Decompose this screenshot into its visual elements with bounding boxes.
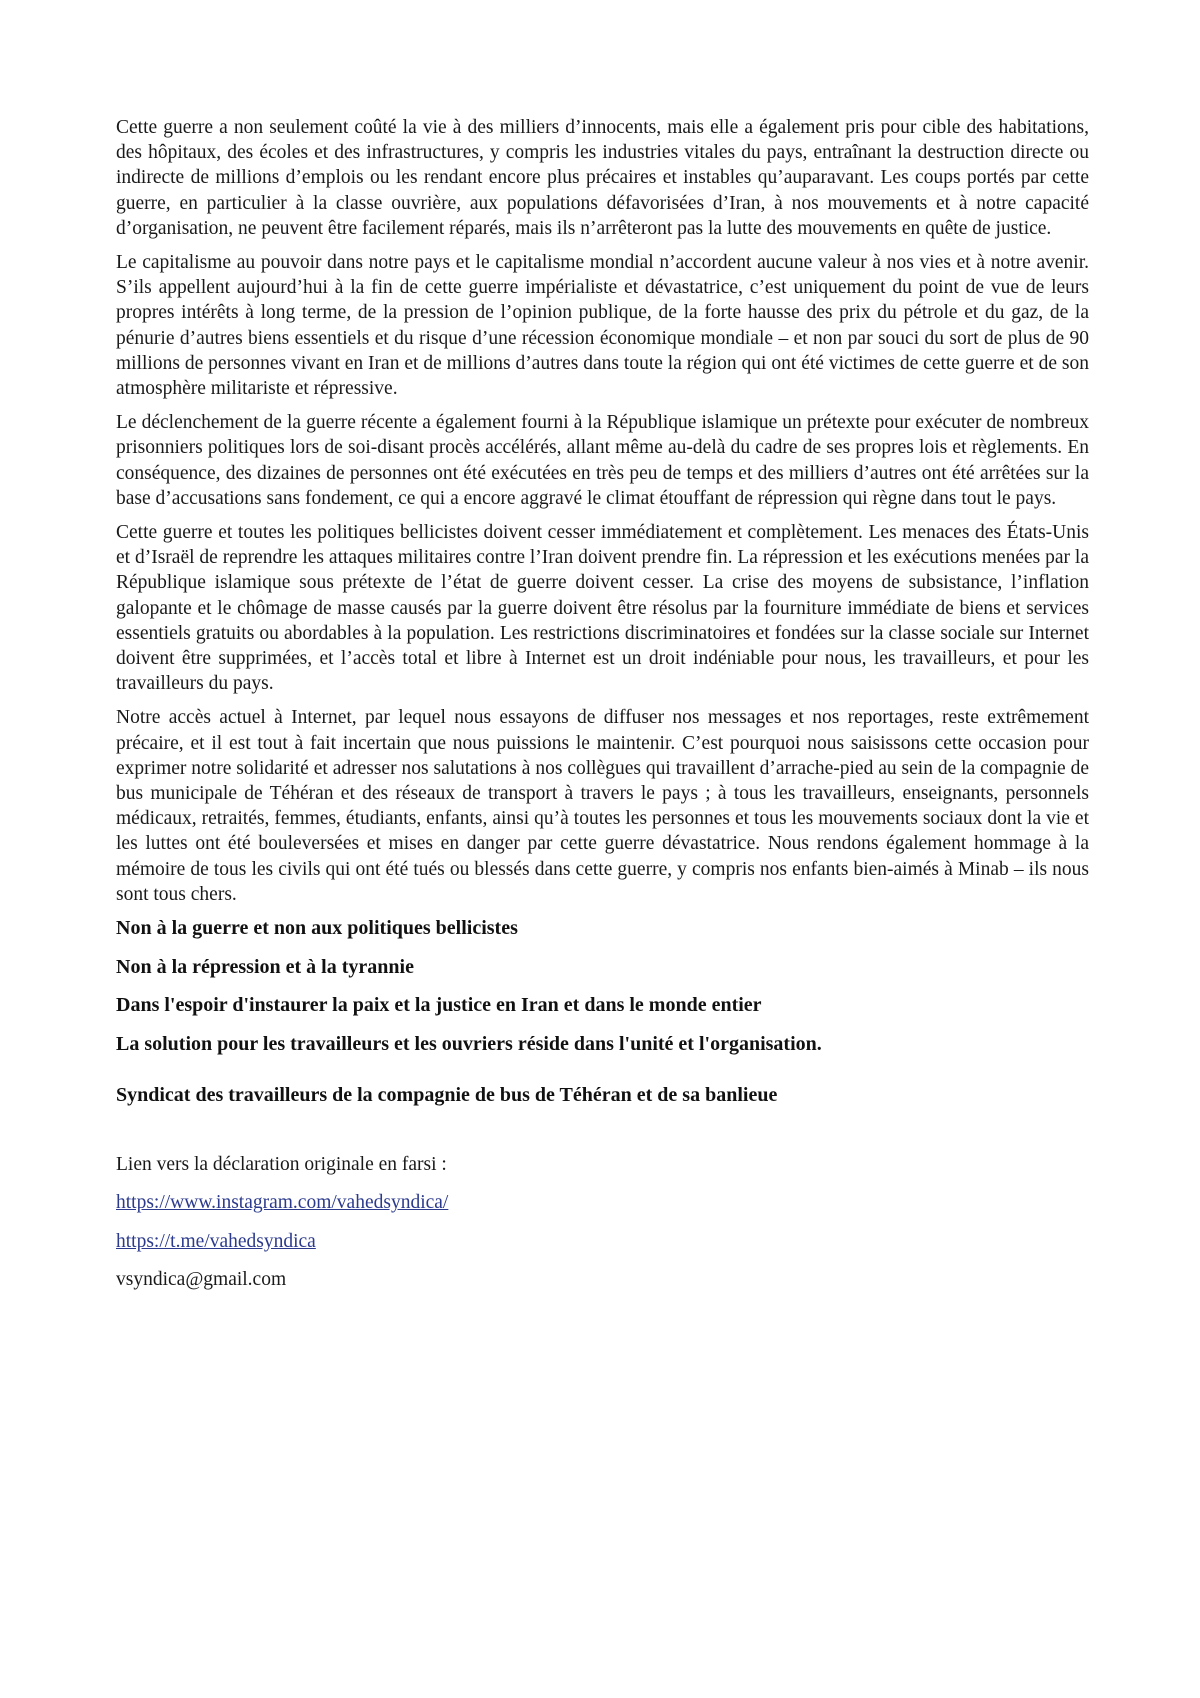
slogans-list xyxy=(116,916,1089,1057)
email-address: vsyndica@gmail.com xyxy=(116,1268,287,1290)
paragraph-capitalism: Le capitalisme au pouvoir dans notre pays et le capitalisme mondial n’accordent aucune valeur à nos vies et à notre avenir. S’ils appellent aujourd’hui à la fin de cette guerre impérialiste et dévastatrice, c’est uniquement du point de vue de leurs propres intérêts à long terme, de la pression de l’opinion publique, de la forte hausse des prix du pétrole et du gaz, de la pénurie d’autres biens essentiels et du risque d’une récession économique mondiale – et non par souci du sort de plus de 90 millions de personnes vivant en Iran et de millions d’autres dans toute la région qui ont été victimes de cette guerre et de son atmosphère militariste et répressive. xyxy=(116,252,1089,400)
signature: Syndicat des travailleurs de la compagnie de bus de Téhéran et de sa banlieue xyxy=(116,1084,778,1107)
links-label: Lien vers la déclaration originale en farsi : xyxy=(116,1154,447,1176)
paragraph-war-cost: Cette guerre a non seulement coûté la vie à des milliers d’innocents, mais elle a également pris pour cible des habitations, des hôpitaux, des écoles et des infrastructures, y compris les industries vitales du pays, entraînant la destruction directe ou indirecte de millions d’emplois ou les rendant encore plus précaires et instables qu’auparavant. Les coups portés par cette guerre, en particulier à la classe ouvrière, aux populations défavorisées d’Iran, à nos mouvements et à notre capacité d’organisation, ne peuvent être facilement réparés, mais ils n’arrêteront pas la lutte des mouvements en quête de justice. xyxy=(116,117,1089,239)
paragraph-solidarity: Notre accès actuel à Internet, par lequel nous essayons de diffuser nos messages et nos reportages, reste extrêmement précaire, et il est tout à fait incertain que nous puissions le maintenir. C’est pourquoi nous saisissons cette occasion pour exprimer notre solidarité et adresser nos salutations à nos collègues qui travaillent d’arrache-pied au sein de la compagnie de bus municipale de Téhéran et des réseaux de transport à travers le pays ; à tous les travailleurs, enseignants, personnels médicaux, retraités, femmes, étudiants, enfants, ainsi qu’à toutes les personnes et tous les mouvements sociaux dont la vie et les luttes ont été bouleversées et mises en danger par cette guerre dévastatrice. Nous rendons également hommage à la mémoire de tous les civils qui ont été tués ou blessés dans cette guerre, y compris nos enfants bien-aimés à Minab – ils nous sont tous chers. xyxy=(116,707,1089,905)
instagram-link[interactable]: https://www.instagram.com/vahedsyndica/ xyxy=(116,1192,449,1214)
telegram-link[interactable]: https://t.me/vahedsyndica xyxy=(116,1230,316,1252)
document-page xyxy=(116,115,1089,1292)
slogan-peace-justice: Dans l'espoir d'instaurer la paix et la justice en Iran et dans le monde entier xyxy=(116,994,762,1017)
paragraph-executions: Le déclenchement de la guerre récente a également fourni à la République islamique un prétexte pour exécuter de nombreux prisonniers politiques lors de soi-disant procès accélérés, allant même au-delà du cadre de ses propres lois et règlements. En conséquence, des dizaines de personnes ont été exécutées en très peu de temps et des milliers d’autres ont été arrêtées sur la base d’accusations sans fondement, ce qui a encore aggravé le climat étouffant de répression qui règne dans tout le pays. xyxy=(116,412,1089,509)
links-section xyxy=(116,1152,1089,1292)
slogan-unity: La solution pour les travailleurs et les ouvriers réside dans l'unité et l'organisation. xyxy=(116,1032,822,1055)
paragraph-demands: Cette guerre et toutes les politiques bellicistes doivent cesser immédiatement et complètement. Les menaces des États-Unis et d’Israël de reprendre les attaques militaires contre l’Iran doivent prendre fin. La répression et les exécutions menées par la République islamique sous prétexte de l’état de guerre doivent cesser. La crise des moyens de subsistance, l’inflation galopante et le chômage de masse causés par la guerre doivent être résolus par la fourniture immédiate de biens et services essentiels gratuits ou abordables à la population. Les restrictions discriminatoires et fondées sur la classe sociale sur Internet doivent être supprimées, et l’accès total et libre à Internet est un droit indéniable pour nous, les travailleurs, et pour les travailleurs du pays. xyxy=(116,522,1089,695)
slogan-no-war: Non à la guerre et non aux politiques bellicistes xyxy=(116,917,518,940)
slogan-no-repression: Non à la répression et à la tyrannie xyxy=(116,955,414,978)
